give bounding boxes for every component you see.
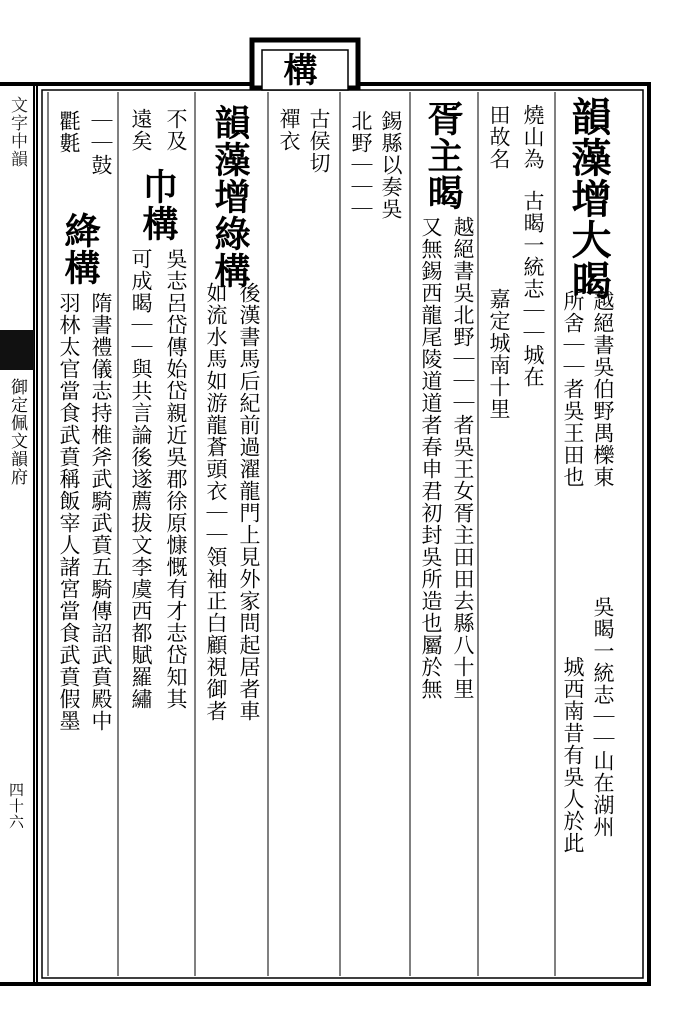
column-text: 越絕書吳北野｜｜｜者吳王女胥主田田去縣八十里 <box>451 216 475 700</box>
column-text: 嘉定城南十里 <box>487 288 511 420</box>
book-title: 御定佩文韻府 <box>7 378 27 486</box>
column-text: 吳志呂岱傳始岱親近吳郡徐原慷慨有才志岱知其 <box>164 248 188 710</box>
heading-xuzhu: 胥主暍 <box>422 100 464 211</box>
column-text: 北野｜｜｜ <box>349 110 373 220</box>
column-text: 古暍一統志｜｜城在 <box>521 190 545 388</box>
heading-dayu: 韻藻增大暍 <box>565 96 612 301</box>
column-text: 城西南昔有吳人於此 <box>561 656 585 854</box>
column-text: 錫縣以奏吳 <box>379 110 403 220</box>
cut-column: 文字中韻 <box>7 96 27 168</box>
column-text: 田故名 <box>487 104 511 170</box>
column-text: 羽林太官當食武賁稱飯宰人諸宮當食武賁假墨 <box>57 292 81 732</box>
column-text: 吳暍一統志｜｜山在湖州 <box>591 596 615 838</box>
heading-jingou: 巾構 <box>137 168 179 242</box>
column-text: 不及 <box>164 108 188 152</box>
column-text: ｜｜鼓 <box>89 110 113 176</box>
column-text: 隋書禮儀志持椎斧武騎武賁五騎傳詔武賁殿中 <box>89 292 113 732</box>
column-text: 遠矣 <box>129 108 153 152</box>
heading-lügou: 韻藻增綠構 <box>209 104 251 289</box>
page-number: 四十六 <box>7 782 25 830</box>
tab-char: 構 <box>277 52 317 87</box>
column-text: 氍氀 <box>57 110 81 154</box>
column-text: 禪衣 <box>277 108 301 152</box>
column-text: 後漢書馬后紀前過濯龍門上見外家問起居者車 <box>237 282 261 722</box>
column-text: 古侯切 <box>307 108 331 174</box>
column-text: 越絕書吳伯野禺櫟東 <box>591 290 615 488</box>
heading-jianggou: 絳構 <box>59 212 101 286</box>
column-text: 所舍｜｜者吳王田也 <box>561 290 585 488</box>
column-text: 燒山為 <box>521 104 545 170</box>
column-text: 又無錫西龍尾陵道道者春申君初封吳所造也屬於無 <box>419 216 443 700</box>
column-text: 如流水馬如游龍蒼頭衣｜｜領袖正白顧視御者 <box>204 282 228 722</box>
column-text: 可成暍｜｜與共言論後遂薦拔文李虞西都賦羅繡 <box>129 248 153 710</box>
